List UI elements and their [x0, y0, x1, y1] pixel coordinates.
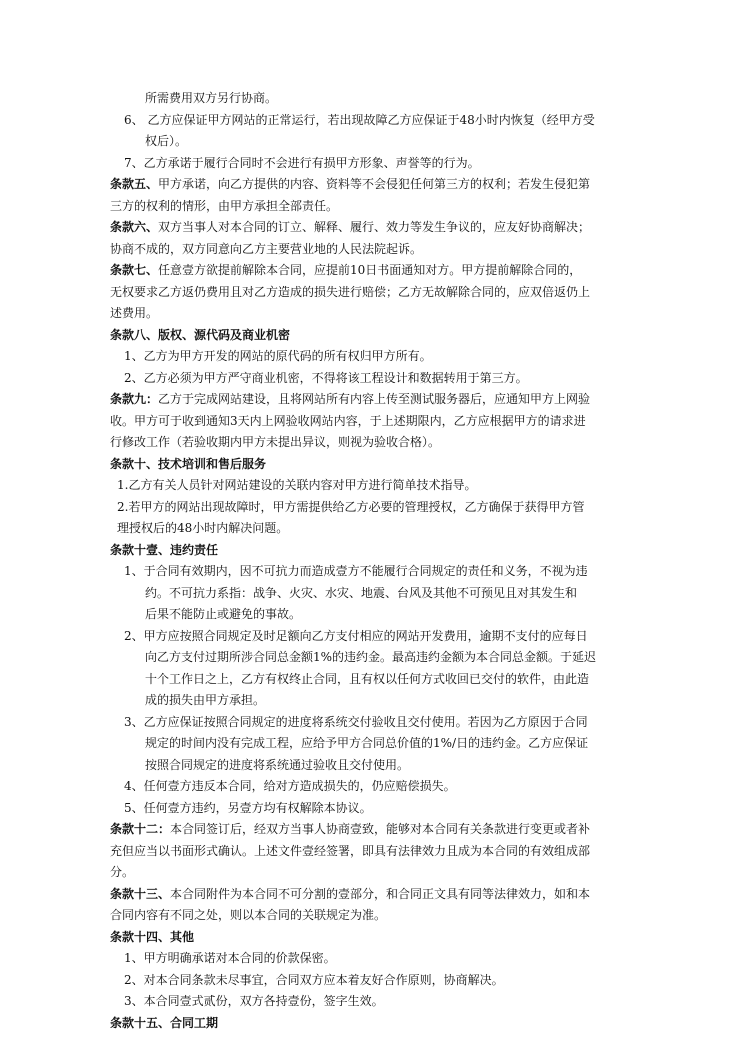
text-line	[110, 733, 642, 755]
line-text: 成的损失由甲方承担。	[145, 693, 266, 707]
text-line	[110, 755, 642, 777]
clause-line	[110, 174, 642, 196]
line-text: 1、甲方明确承诺对本合同的价款保密。	[124, 951, 336, 965]
text-line	[110, 497, 642, 519]
line-text: 无权要求乙方返仍费用且对乙方造成的损失进行赔偿；乙方无故解除合同的，应双倍返仍上	[110, 284, 591, 299]
clause-heading: 条款六、	[110, 220, 159, 234]
text-line	[110, 518, 642, 540]
text-line	[110, 196, 642, 218]
clause-heading: 条款十二：	[110, 822, 171, 836]
line-text: 向乙方支付过期所涉合同总金额1%的违约金。最高违约金额为本合同总金额。于延迟	[145, 650, 597, 664]
line-text: 1、于合同有效期内，因不可抗力而造成壹方不能履行合同规定的责任和义务，不视为违	[124, 564, 588, 578]
text-line	[110, 131, 642, 153]
clause-line	[110, 325, 642, 347]
text-line	[110, 669, 642, 691]
clause-heading: 条款十、技术培训和售后服务	[110, 456, 267, 471]
line-text: 按照合同规定的进度将系统通过验收且交付使用。	[145, 757, 410, 772]
text-line	[110, 991, 642, 1013]
line-text: 2.若甲方的网站出现故障时，甲方需提供给乙方必要的管理授权，乙方确保于获得甲方管	[117, 499, 585, 514]
line-text: 2、乙方必须为甲方严守商业机密，不得将该工程设计和数据转用于第三方。	[124, 370, 528, 385]
text-line	[110, 561, 642, 583]
line-text: 5、任何壹方违约，另壹方均有权解除本协议。	[124, 800, 372, 815]
line-text: 3、本合同壹式贰份，双方各持壹份，签字生效。	[124, 994, 384, 1008]
text-line	[110, 239, 642, 261]
line-text: 理授权后的48小时内解决问题。	[117, 521, 289, 535]
line-text: 行修改工作（若验收期内甲方未提出异议，则视为验收合格）。	[110, 435, 441, 449]
text-line	[110, 905, 642, 927]
line-text: 2、甲方应按照合同规定及时足额向乙方支付相应的网站开发费用，逾期不支付的应每日	[124, 628, 588, 643]
text-line	[110, 604, 642, 626]
clause-line	[110, 884, 642, 906]
line-text: 三方的权利的情形，由甲方承担全部责任。	[110, 198, 339, 213]
text-line	[110, 690, 642, 712]
line-text: 1.乙方有关人员针对网站建设的关联内容对甲方进行简单技术指导。	[117, 478, 477, 492]
clause-heading: 条款十壹、违约责任	[110, 542, 219, 557]
text-line	[110, 282, 642, 304]
line-text: 甲方承诺，向乙方提供的内容、资料等不会侵犯任何第三方的权利；若发生侵犯第	[158, 177, 591, 191]
clause-heading: 条款十五、合同工期	[110, 1015, 219, 1030]
text-line	[110, 583, 642, 605]
clause-line	[110, 454, 642, 476]
text-line	[110, 88, 642, 110]
line-text: 约。不可抗力系指：战争、火灾、水灾、地震、台风及其他不可预见且对其发生和	[145, 585, 578, 600]
text-line	[110, 970, 642, 992]
line-text: 所需费用双方另行协商。	[145, 91, 278, 105]
line-text: 分。	[110, 865, 135, 879]
text-line	[110, 475, 642, 497]
line-text: 十个工作日之上，乙方有权终止合同，且有权以任何方式收回已交付的软件，由此造	[145, 671, 590, 686]
line-text: 合同内容有不同之处，则以本合同的关联规定为准。	[110, 908, 387, 922]
line-text: 乙方于完成网站建设，且将网站所有内容上传至测试服务器后，应通知甲方上网验	[158, 392, 591, 406]
line-text: 2、对本合同条款未尽事宜，合同双方应本着友好合作原则，协商解决。	[124, 972, 504, 987]
text-line	[110, 841, 642, 863]
clause-line	[110, 540, 642, 562]
line-text: 规定的时间内没有完成工程，应给予甲方合同总价值的1%/日的违约金。乙方应保证	[145, 736, 589, 750]
clause-heading: 条款七、	[110, 263, 159, 277]
clause-line	[110, 819, 642, 841]
line-text: 协商不成的，双方同意向乙方主要营业地的人民法院起诉。	[110, 241, 423, 256]
text-line	[110, 776, 642, 798]
clause-heading: 条款十三、	[110, 886, 171, 901]
line-text: 7、乙方承诺于履行合同时不会进行有损甲方形象、声誉等的行为。	[124, 155, 480, 170]
clause-line	[110, 260, 642, 282]
line-text: 充但应当以书面形式确认。上述文件壹经签署，即具有法律效力且成为本合同的有效组成部	[110, 843, 591, 858]
clause-heading: 条款十四、其他	[110, 929, 195, 944]
line-text: 本合同附件为本合同不可分割的壹部分，和合同正文具有同等法律效力，如和本	[170, 886, 591, 901]
clause-heading: 条款八、版权、源代码及商业机密	[110, 327, 291, 342]
clause-line	[110, 389, 642, 411]
text-line	[110, 798, 642, 820]
line-text: 4、任何壹方违反本合同，给对方造成损失的，仍应赔偿损失。	[124, 779, 456, 793]
clause-line	[110, 927, 642, 949]
clause-heading: 条款五、	[110, 177, 159, 191]
line-text: 述费用。	[110, 306, 159, 320]
text-line	[110, 411, 642, 433]
text-line	[110, 153, 642, 175]
line-text: 收。甲方可于收到通知3天内上网验收网站内容，于上述期限内，乙方应根据甲方的请求进	[110, 413, 586, 428]
text-line	[110, 303, 642, 325]
line-text: 1、乙方为甲方开发的网站的原代码的所有权归甲方所有。	[124, 349, 432, 363]
text-line	[110, 948, 642, 970]
text-line	[110, 110, 642, 132]
line-text: 6、 乙方应保证甲方网站的正常运行，若出现故障乙方应保证于48小时内恢复（经甲方受	[124, 112, 595, 127]
clause-heading: 条款九：	[110, 392, 159, 406]
line-text: 3、乙方应保证按照合同规定的进度将系统交付验收且交付使用。若因为乙方原因于合同	[124, 714, 588, 729]
text-line	[110, 368, 642, 390]
line-text: 后果不能防止或避免的事故。	[145, 607, 302, 621]
clause-line	[110, 217, 642, 239]
text-line	[110, 862, 642, 884]
text-line	[110, 346, 642, 368]
text-line	[110, 626, 642, 648]
line-text: 本合同签订后，经双方当事人协商壹致，能够对本合同有关条款进行变更或者补	[170, 822, 591, 836]
clause-line	[110, 1013, 642, 1035]
contract-body	[110, 88, 642, 1034]
text-line	[110, 712, 642, 734]
line-text: 双方当事人对本合同的订立、解释、履行、效力等发生争议的，应友好协商解决；	[158, 220, 591, 234]
text-line	[110, 432, 642, 454]
text-line	[110, 647, 642, 669]
line-text: 任意壹方欲提前解除本合同，应提前10日书面通知对方。甲方提前解除合同的，	[158, 263, 582, 277]
line-text: 权后）。	[145, 134, 188, 148]
